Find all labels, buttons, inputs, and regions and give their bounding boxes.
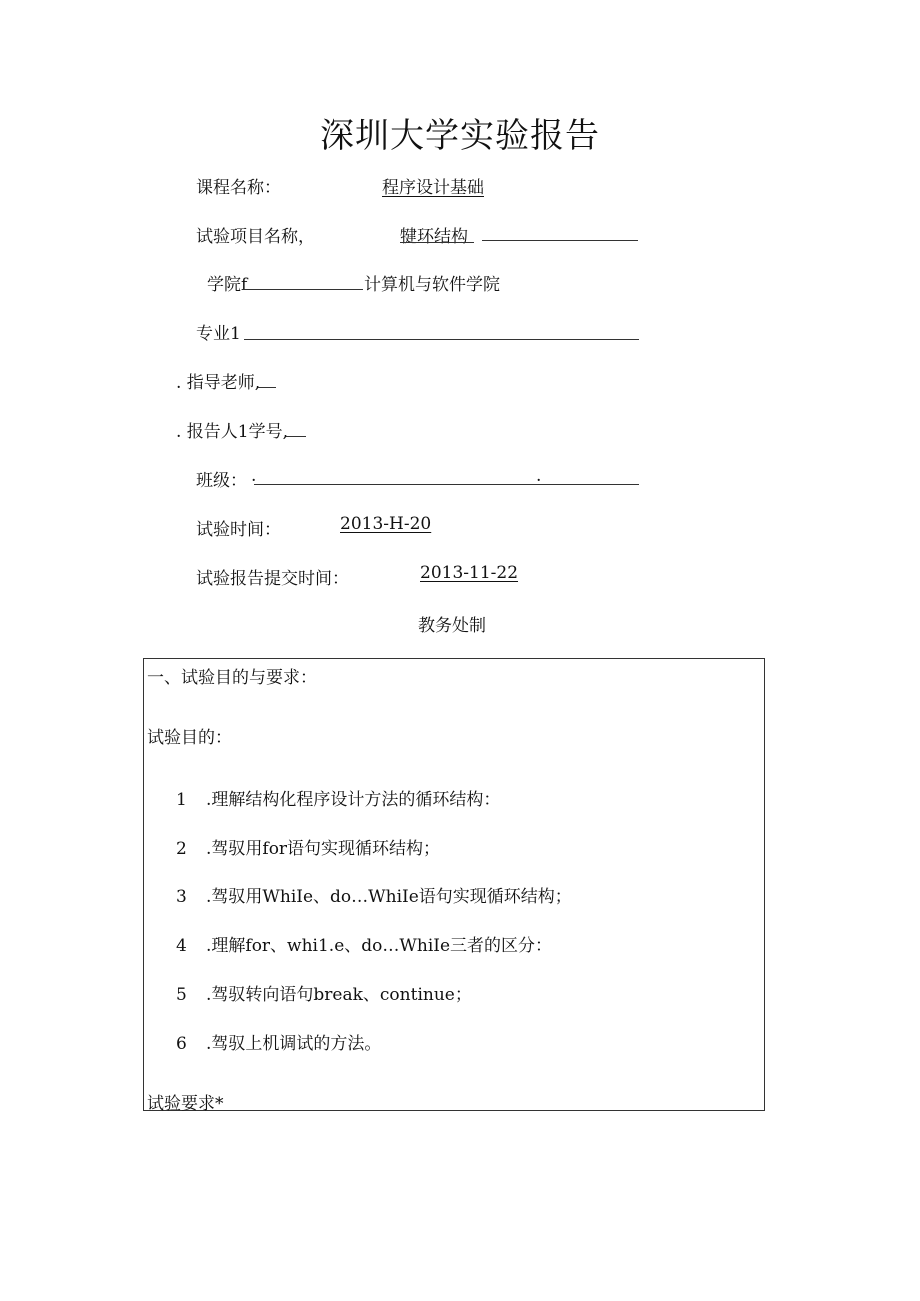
major-label: 专业1 xyxy=(196,324,241,344)
purpose-item-text: .理解for、whi1.e、do…WhiIe三者的区分： xyxy=(206,936,553,956)
reporter-label: . 报告人1学号, xyxy=(176,422,289,442)
purpose-item xyxy=(176,882,572,907)
purpose-item-text: .驾驭转向语句break、continue； xyxy=(206,985,472,1005)
submit-time-label: 试验报告提交时间： xyxy=(196,569,349,589)
purpose-heading: 试验目的： xyxy=(147,728,232,748)
project-value: 犍环结构 xyxy=(400,227,468,247)
major-blank-line xyxy=(244,339,639,340)
office-label: 教务处制 xyxy=(418,616,486,636)
project-blank-line xyxy=(482,240,638,241)
project-value-underline xyxy=(400,242,474,243)
advisor-blank-line xyxy=(258,387,276,388)
purpose-item-number: 6 xyxy=(176,1034,187,1054)
section-heading: 一、试验目的与要求： xyxy=(147,668,317,688)
class-blank-line xyxy=(254,484,639,485)
submit-time-value: 2013-11-22 xyxy=(420,563,519,583)
exp-time-value: 2013-H-20 xyxy=(340,514,432,534)
purpose-item-number: 5 xyxy=(176,985,187,1005)
purpose-item-number: 2 xyxy=(176,839,187,859)
course-value: 程序设计基础 xyxy=(382,178,484,198)
purpose-item-number: 4 xyxy=(176,936,187,956)
purpose-item xyxy=(176,1029,381,1054)
college-blank-line xyxy=(243,289,363,290)
purpose-item-text: .驾驭用WhiIe、do…WhiIe语句实现循环结构； xyxy=(206,887,572,907)
purpose-item-text: .理解结构化程序设计方法的循环结构： xyxy=(206,790,501,810)
course-label: 课程名称： xyxy=(196,178,281,198)
report-title: 深圳大学实验报告 xyxy=(320,116,600,156)
advisor-label: . 指导老师, xyxy=(176,373,261,393)
purpose-item xyxy=(176,931,552,956)
class-dot-right: . xyxy=(536,466,542,486)
class-dot-left: . xyxy=(251,466,257,486)
reporter-blank-line xyxy=(286,436,306,437)
purpose-section-box xyxy=(143,658,765,1114)
purpose-item xyxy=(176,980,472,1005)
purpose-item-text: .驾驭上机调试的方法。 xyxy=(206,1034,382,1054)
class-label: 班级： xyxy=(196,471,247,491)
purpose-item xyxy=(176,785,500,810)
exp-time-label: 试验时间： xyxy=(196,520,281,540)
purpose-item-number: 3 xyxy=(176,887,187,907)
purpose-item-number: 1 xyxy=(176,790,187,810)
purpose-item xyxy=(176,834,440,859)
college-value: 计算机与软件学院 xyxy=(364,275,500,295)
purpose-item-text: .驾驭用for语句实现循环结构； xyxy=(206,839,441,859)
project-label: 试验项目名称， xyxy=(196,227,315,247)
college-label: 学院f xyxy=(207,275,248,295)
requirements-heading: 试验要求* xyxy=(147,1094,224,1114)
